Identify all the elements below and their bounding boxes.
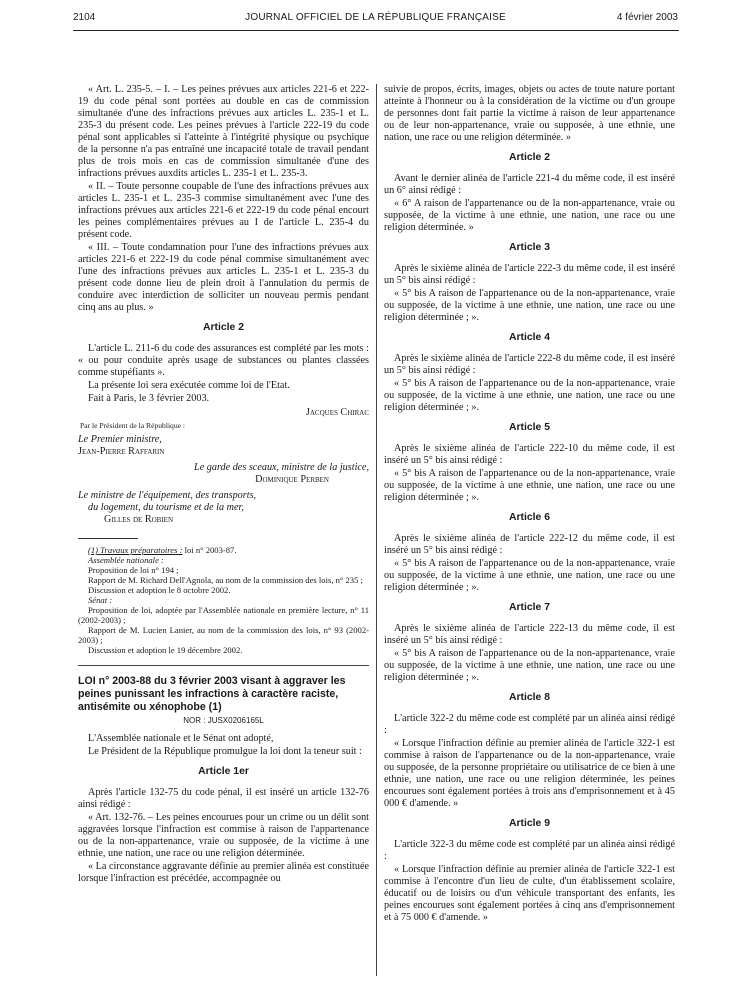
law-separator — [78, 665, 369, 666]
justice-name: Dominique Perben — [255, 474, 329, 485]
article-3-para-1: Après le sixième alinéa de l'article 222-3 du même code, il est inséré un 5° bis ainsi rédigé : — [384, 263, 675, 286]
article-4-para-2: « 5° bis A raison de l'appartenance ou de la non-appartenance, vraie ou supposée, de la victime à une ethnie, une nation, une race ou une religion déterminée ; ». — [384, 378, 675, 413]
article-9-heading: Article 9 — [508, 818, 550, 829]
article-6-heading: Article 6 — [508, 512, 550, 523]
footnote-rule — [78, 538, 138, 539]
issue-date: 4 février 2003 — [616, 12, 678, 23]
pm-name: Jean-Pierre Raffarin — [78, 446, 165, 457]
footnote-an-2: Rapport de M. Richard Dell'Agnola, au nom de la commission des lois, n° 235 ; — [88, 575, 363, 585]
footnote-travaux-value: loi n° 2003-87. — [182, 545, 237, 555]
article-9-para-2: « Lorsque l'infraction définie au premier alinéa de l'article 322-1 est commise à l'encontre d'un lieu de culte, d'un établissement scolaire, éducatif ou de loisirs ou d'un véhicule transportant des enfants, les peines encourues sont également portées à cinq ans d'emprisonnement et à 75 000 € d'amende. » — [384, 864, 675, 923]
pm-title: Le Premier ministre, — [78, 434, 162, 445]
article-2-heading: Article 2 — [202, 322, 244, 333]
footnote-an-1: Proposition de loi n° 194 ; — [88, 565, 179, 575]
journal-title: JOURNAL OFFICIEL DE LA RÉPUBLIQUE FRANÇAISE — [245, 12, 506, 23]
article-5-heading: Article 5 — [508, 422, 550, 433]
art-l235-5-para-3: « III. – Toute condamnation pour l'une des infractions prévues aux articles 221-6 et 222-19 du code pénal commise simultanément avec l'une des infractions prévues aux articles L. 235-1 et L. 235-3 du présent code donne lieu de plein droit à l'annulation du permis de conduire avec interdiction de solliciter un nouveau permis pendant cinq ans au plus. » — [78, 242, 369, 313]
adoption-statement: L'Assemblée nationale et le Sénat ont adopté, — [88, 733, 274, 744]
header-rule — [73, 30, 679, 31]
justice-title: Le garde des sceaux, ministre de la justice, — [194, 462, 369, 473]
art-l235-5-para-2: « II. – Toute personne coupable de l'une des infractions prévues aux articles L. 235-1 et L. 235-3 commise simultanément avec l'une des infractions prévues aux articles 221-6 et 222-19 du code pénal encourt les peines complémentaires prévues au I de l'article L. 235-4 du présent code. — [78, 181, 369, 240]
promulgation-statement: Le Président de la République promulgue la loi dont la teneur suit : — [88, 746, 362, 757]
article-2b-para-1: Avant le dernier alinéa de l'article 221-4 du même code, il est inséré un 6° ainsi rédigé : — [384, 173, 675, 196]
article-9-para-1: L'article 322-3 du même code est complété par un alinéa ainsi rédigé : — [384, 839, 675, 862]
article-5-para-1: Après le sixième alinéa de l'article 222-10 du même code, il est inséré un 5° bis ainsi rédigé : — [384, 443, 675, 466]
footnote-senat-label: Sénat : — [88, 595, 113, 605]
article-7-para-2: « 5° bis A raison de l'appartenance ou de la non-appartenance, vraie ou supposée, de la victime à une ethnie, une nation, une race ou une religion déterminée ; ». — [384, 648, 675, 683]
signer-president: Jacques Chirac — [305, 407, 369, 418]
article-7-heading: Article 7 — [508, 602, 550, 613]
article-3-para-2: « 5° bis A raison de l'appartenance ou de la non-appartenance, vraie ou supposée, de la victime à une ethnie, une nation, une race ou une religion déterminée ; ». — [384, 288, 675, 323]
column-divider — [376, 84, 377, 976]
article-1-para-3: « La circonstance aggravante définie au premier alinéa est constituée lorsque l'infraction est précédée, accompagnée ou — [78, 861, 369, 884]
article-2b-para-2: « 6° A raison de l'appartenance ou de la non-appartenance, vraie ou supposée, de la victime à une ethnie, une nation, une race ou une religion déterminée. » — [384, 198, 675, 233]
footnote-travaux-label: (1) Travaux préparatoires : — [88, 545, 183, 555]
article-2-text: L'article L. 211-6 du code des assurances est complété par les mots : « ou pour conduite après usage de substances ou plantes classées comme stupéfiants ». — [78, 343, 369, 378]
article-5-para-2: « 5° bis A raison de l'appartenance ou de la non-appartenance, vraie ou supposée, de la victime à une ethnie, une nation, une race ou une religion déterminée ; ». — [384, 468, 675, 503]
page-number: 2104 — [73, 12, 96, 23]
footnote-an-3: Discussion et adoption le 8 octobre 2002. — [88, 585, 231, 595]
left-column — [78, 84, 369, 886]
article-8-para-2: « Lorsque l'infraction définie au premier alinéa de l'article 322-1 est commise à raison de l'appartenance ou de la non-appartenance, vraie ou supposée, de la personne propriétaire ou utilisatrice de ce bien à une ethnie, une nation, une race ou une religion déterminée, les peines encourues sont également portées à trois ans d'emprisonnement et à 45 000 € d'amende. » — [384, 738, 675, 809]
article-2b-heading: Article 2 — [508, 152, 550, 163]
article-3-heading: Article 3 — [508, 242, 550, 253]
article-7-para-1: Après le sixième alinéa de l'article 222-13 du même code, il est inséré un 5° bis ainsi rédigé : — [384, 623, 675, 646]
footnote-an-label: Assemblée nationale : — [88, 555, 164, 565]
footnote-senat-1: Proposition de loi, adoptée par l'Assemblée nationale en première lecture, n° 11 (2002-2003) ; — [78, 605, 369, 625]
law-title: LOI n° 2003-88 du 3 février 2003 visant à aggraver les peines punissant les infractions à caractère raciste, antisémite ou xénophobe (1) — [78, 675, 346, 713]
par-le-president: Par le Président de la République : — [80, 421, 186, 430]
article-8-heading: Article 8 — [508, 692, 550, 703]
equipment-title-2: du logement, du tourisme et de la mer, — [88, 502, 244, 513]
equipment-title-1: Le ministre de l'équipement, des transports, — [78, 490, 257, 501]
article-1-para-2: « Art. 132-76. – Les peines encourues pour un crime ou un délit sont aggravées lorsque l'infraction est commise à raison de l'appartenance ou de la non-appartenance, vraie ou supposée, de la victime à une ethnie, une nation, une race ou une religion déterminée. — [78, 812, 369, 859]
footnote-senat-2: Rapport de M. Lucien Lanier, au nom de la commission des lois, n° 93 (2002-2003) ; — [78, 625, 369, 645]
execution-clause: La présente loi sera exécutée comme loi de l'Etat. — [88, 380, 290, 391]
article-6-para-1: Après le sixième alinéa de l'article 222-12 du même code, il est inséré un 5° bis ainsi rédigé : — [384, 533, 675, 556]
signature-place-date: Fait à Paris, le 3 février 2003. — [88, 393, 210, 404]
art-l235-5-para-1: « Art. L. 235-5. – I. – Les peines prévues aux articles 221-6 et 222-19 du code pénal sont portées au double en cas de commission simultanée d'une des infractions prévues aux articles L. 235-1 et L. 235-3 du présent code. Les peines prévues à l'article 222-19 du code pénal sont applicables si l'atteinte à l'intégrité physique ou psychique de la personne n'a pas entraîné une incapacité totale de travail pendant plus de trois mois en cas de commission simultanée d'une des infractions prévues auxdits articles L. 235-1 et L. 235-3. — [78, 84, 369, 179]
article-1-heading: Article 1er — [198, 766, 249, 777]
article-6-para-2: « 5° bis A raison de l'appartenance ou de la non-appartenance, vraie ou supposée, de la victime à une ethnie, une nation, une race ou une religion déterminée ; ». — [384, 558, 675, 593]
page-header — [73, 12, 678, 28]
right-column — [384, 84, 675, 925]
footnote-senat-3: Discussion et adoption le 19 décembre 2002. — [88, 645, 243, 655]
article-1-continuation: suivie de propos, écrits, images, objets ou actes de toute nature portant atteinte à l'honneur ou à la considération de la victime ou d'un groupe de personnes dont fait partie la victime à raison de leur appartenance ou de leur non-appartenance, vraie ou supposée, à une ethnie, une nation, une race ou une religion déterminée. » — [384, 84, 675, 143]
article-8-para-1: L'article 322-2 du même code est complété par un alinéa ainsi rédigé : — [384, 713, 675, 736]
nor-reference: NOR : JUSX0206165L — [183, 716, 264, 725]
article-1-para-1: Après l'article 132-75 du code pénal, il est inséré un article 132-76 ainsi rédigé : — [78, 787, 369, 810]
equipment-name: Gilles de Robien — [104, 514, 174, 525]
footnote-travaux — [78, 545, 369, 555]
article-4-heading: Article 4 — [508, 332, 550, 343]
article-4-para-1: Après le sixième alinéa de l'article 222-8 du même code, il est inséré un 5° bis ainsi rédigé : — [384, 353, 675, 376]
